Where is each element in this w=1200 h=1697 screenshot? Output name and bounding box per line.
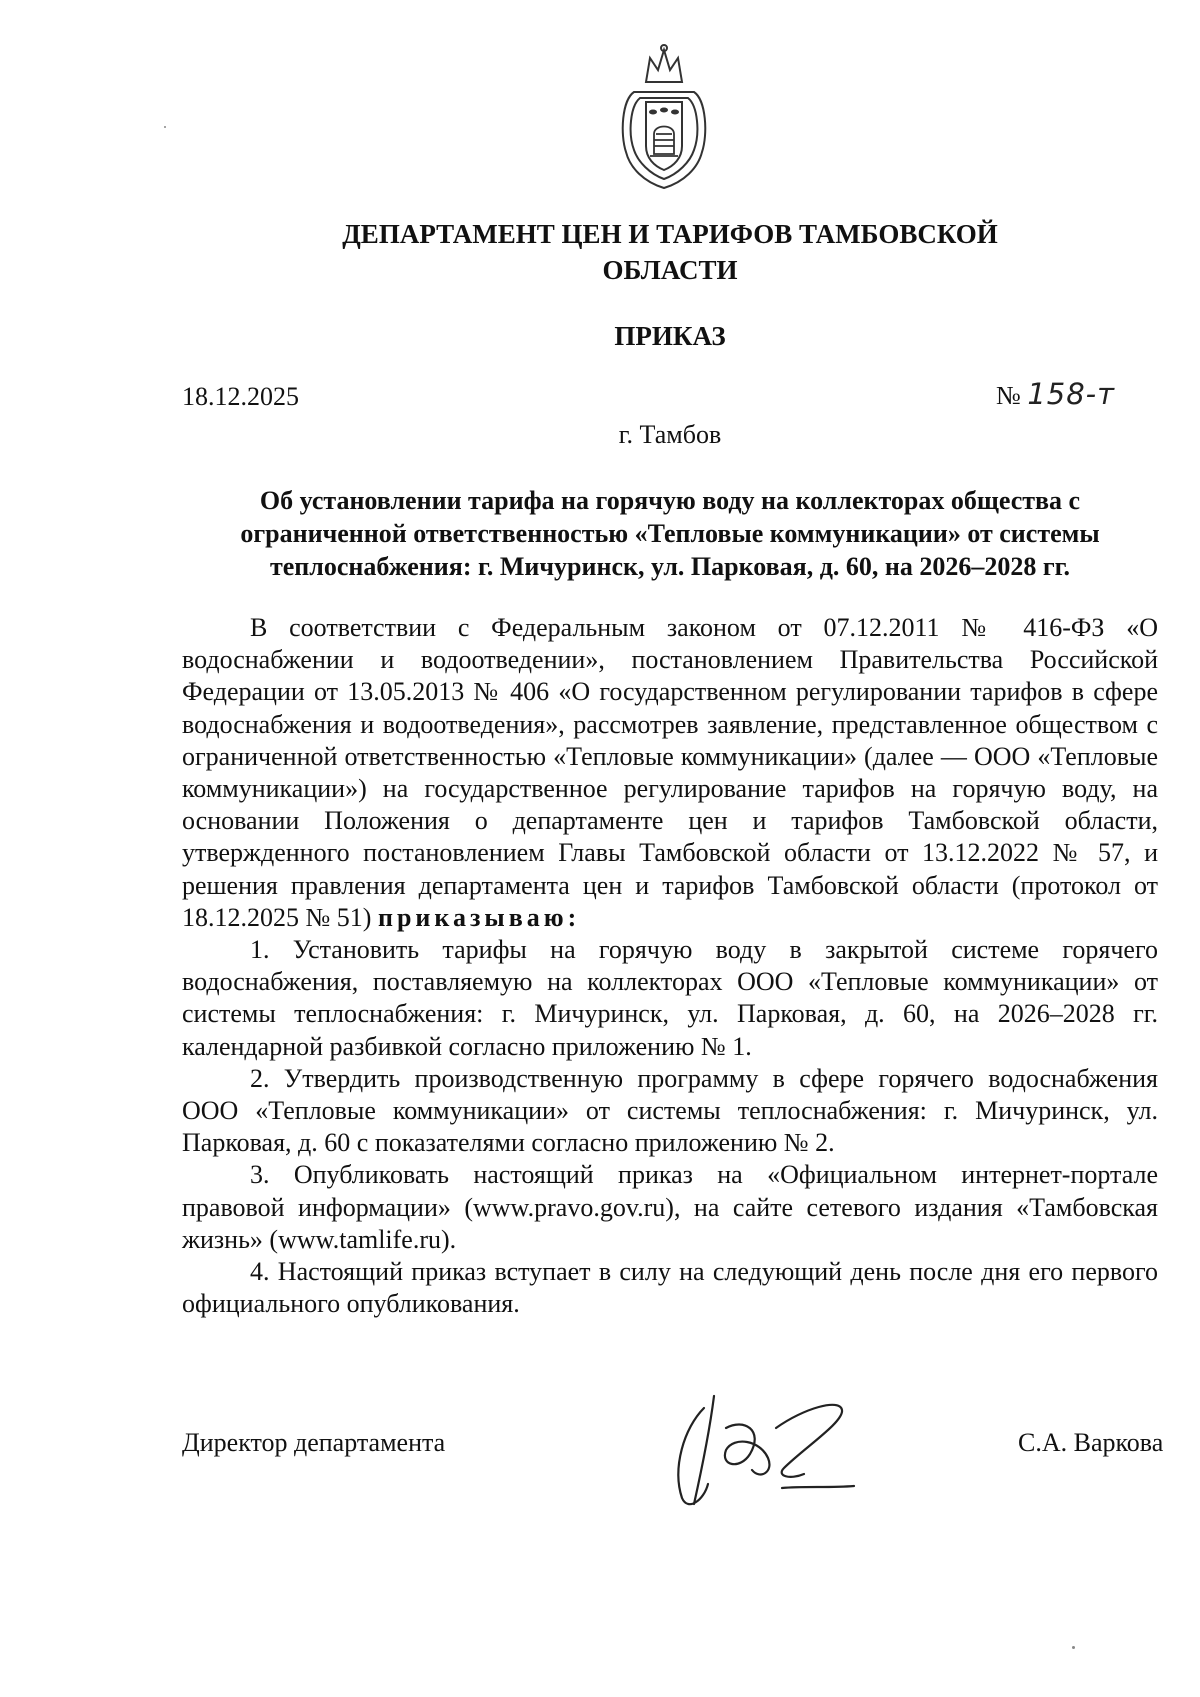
department-name: ДЕПАРТАМЕНТ ЦЕН И ТАРИФОВ ТАМБОВСКОЙ ОБЛАСТИ	[342, 219, 998, 285]
coat-of-arms-icon	[616, 42, 712, 192]
scan-speck	[1072, 1646, 1075, 1649]
signer-role: Директор департамента	[182, 1428, 446, 1457]
document-type: ПРИКАЗ	[614, 321, 726, 351]
order-item-1: 1. Установить тарифы на горячую воду в закрытой системе горячего водоснабжения, поставляемую на коллекторах ООО «Тепловые коммуникации» от системы теплоснабжения: г. Мичуринск, ул. Парковая, д. 60, на 2026–2028 гг. календарной разбивкой согласно приложению № 1.	[182, 935, 1158, 1061]
number-label: №	[996, 381, 1021, 410]
preamble-text: В соответствии с Федеральным законом от 07.12.2011 № 416-ФЗ «О водоснабжении и водоотведении», постановлением Правительства Российской Федерации от 13.05.2013 № 406 «О государственном регулировании тарифов в сфере водоснабжения и водоотведения», рассмотрев заявление, представленное обществом с ограниченной ответственностью «Тепловые коммуникации» (далее — ООО «Тепловые коммуникации») на государственное регулирование тарифов на горячую воду, на основании Положения о департаменте цен и тарифов Тамбовской области, утвержденного постановлением Главы Тамбовской области от 13.12.2022 № 57, и решения правления департамента цен и тарифов Тамбовской области (протокол от 18.12.2025 № 51)	[182, 613, 1158, 932]
scan-speck	[164, 126, 166, 128]
signer-name: С.А. Варкова	[1018, 1428, 1164, 1457]
handwritten-number: 158-т	[1027, 377, 1116, 411]
document-title: Об установлении тарифа на горячую воду на коллекторах общества с ограниченной ответственностью «Тепловые коммуникации» от системы теплоснабжения: г. Мичуринск, ул. Парковая, д. 60, на 2026–2028 гг.	[240, 486, 1100, 581]
order-item-3: 3. Опубликовать настоящий приказ на «Официальном интернет-портале правовой информации» (www.pravo.gov.ru), на сайте сетевого издания «Тамбовская жизнь» (www.tamlife.ru).	[182, 1160, 1158, 1254]
document-date: 18.12.2025	[182, 382, 299, 411]
handwritten-signature-icon	[664, 1388, 864, 1518]
document-city: г. Тамбов	[618, 420, 722, 449]
order-item-2: 2. Утвердить производственную программу в сфере горячего водоснабжения ООО «Тепловые коммуникации» от системы теплоснабжения: г. Мичуринск, ул. Парковая, д. 60 с показателями согласно приложению № 2.	[182, 1063, 1158, 1158]
order-item-4: 4. Настоящий приказ вступает в силу на следующий день после дня его первого официального опубликования.	[182, 1257, 1158, 1319]
decree-word: приказываю:	[377, 902, 581, 932]
document-number	[996, 376, 1115, 414]
document-body	[182, 612, 1158, 1320]
preamble-paragraph	[182, 612, 1158, 934]
